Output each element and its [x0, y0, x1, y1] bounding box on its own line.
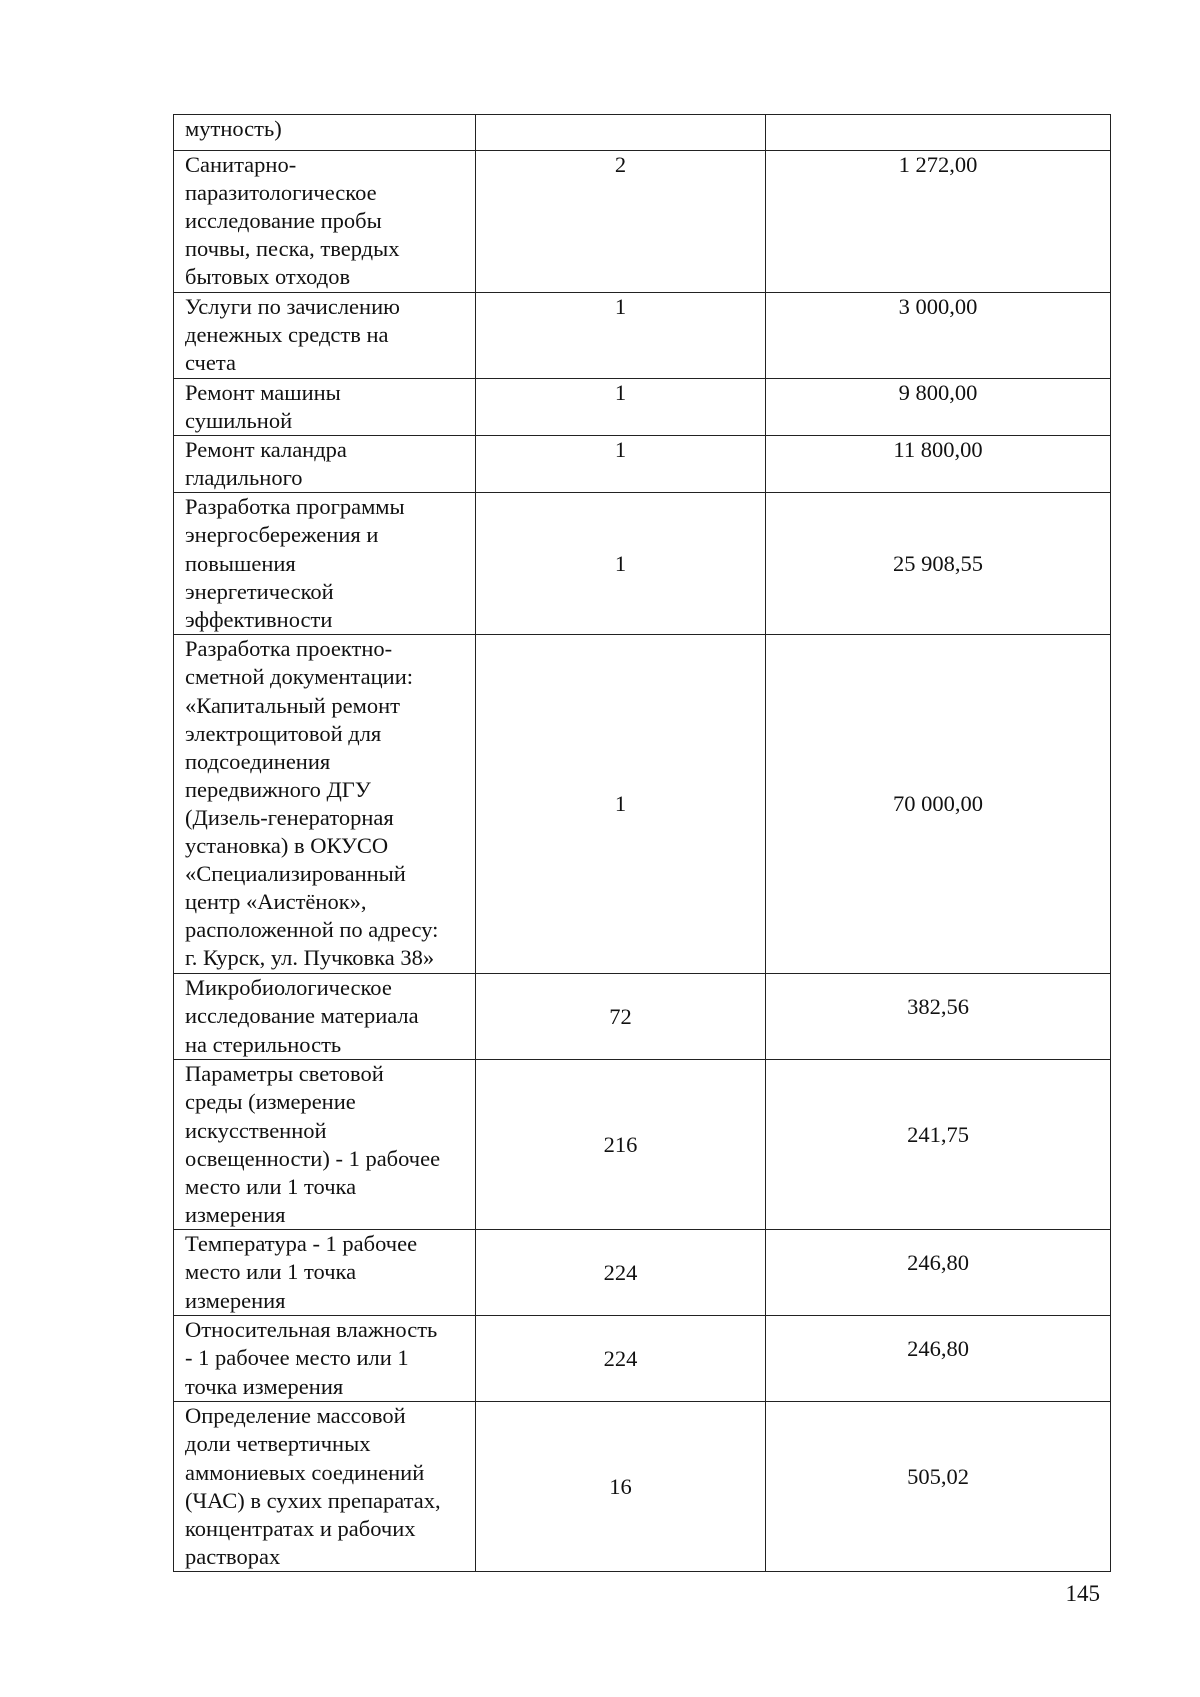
quantity-cell: 1 — [476, 293, 766, 379]
price-value: 505,02 — [907, 1463, 969, 1489]
table-row — [174, 379, 1111, 436]
service-name-cell: Разработка программы энергосбережения и повышения энергетической эффективности — [174, 493, 476, 635]
service-name-cell: Микробиологическое исследование материала на стерильность — [174, 974, 476, 1060]
price-cell: 3 000,00 — [766, 293, 1111, 379]
table-row — [174, 293, 1111, 379]
table-row — [174, 151, 1111, 293]
quantity-cell: 224 — [476, 1230, 766, 1316]
quantity-cell: 1 — [476, 493, 766, 635]
price-cell — [766, 1402, 1111, 1572]
quantity-cell: 1 — [476, 379, 766, 436]
quantity-cell: 216 — [476, 1060, 766, 1230]
quantity-cell: 224 — [476, 1316, 766, 1402]
table-row — [174, 436, 1111, 493]
table-row — [174, 493, 1111, 635]
table-row — [174, 974, 1111, 1060]
services-table — [173, 114, 1111, 1572]
table-row — [174, 1316, 1111, 1402]
service-name-cell: Относительная влажность - 1 рабочее место или 1 точка измерения — [174, 1316, 476, 1402]
service-name-cell: Ремонт каландра гладильного — [174, 436, 476, 493]
table-row — [174, 635, 1111, 974]
price-cell — [766, 115, 1111, 151]
table-row — [174, 1060, 1111, 1230]
quantity-cell: 1 — [476, 436, 766, 493]
page-number: 145 — [1065, 1581, 1100, 1606]
service-name-cell: Ремонт машины сушильной — [174, 379, 476, 436]
quantity-cell — [476, 115, 766, 151]
price-value: 241,75 — [907, 1121, 969, 1147]
price-cell — [766, 974, 1111, 1060]
price-cell — [766, 1316, 1111, 1402]
table-row — [174, 1230, 1111, 1316]
price-cell: 70 000,00 — [766, 635, 1111, 974]
table-row — [174, 115, 1111, 151]
price-cell — [766, 1060, 1111, 1230]
service-name-cell: Разработка проектно- сметной документации: «Капитальный ремонт электрощитовой для подсоединения передвижного ДГУ (Дизель-генераторная установка) в ОКУСО «Специализированный центр «Аистёнок», расположенной по адресу: г. Курск, ул. Пучковка 38» — [174, 635, 476, 974]
service-name-cell: Услуги по зачислению денежных средств на счета — [174, 293, 476, 379]
price-value: 246,80 — [907, 1335, 969, 1361]
quantity-cell: 16 — [476, 1402, 766, 1572]
service-name-cell: Параметры световой среды (измерение искусственной освещенности) - 1 рабочее место или 1 точка измерения — [174, 1060, 476, 1230]
price-cell: 11 800,00 — [766, 436, 1111, 493]
service-name-cell: мутность) — [174, 115, 476, 151]
service-name-cell: Температура - 1 рабочее место или 1 точка измерения — [174, 1230, 476, 1316]
service-name-cell: Определение массовой доли четвертичных аммониевых соединений (ЧАС) в сухих препаратах, концентратах и рабочих растворах — [174, 1402, 476, 1572]
quantity-cell: 2 — [476, 151, 766, 293]
price-cell: 9 800,00 — [766, 379, 1111, 436]
service-name-cell: Санитарно- паразитологическое исследование пробы почвы, песка, твердых бытовых отходов — [174, 151, 476, 293]
quantity-cell: 72 — [476, 974, 766, 1060]
price-value: 382,56 — [907, 993, 969, 1019]
quantity-cell: 1 — [476, 635, 766, 974]
price-cell: 25 908,55 — [766, 493, 1111, 635]
price-value: 246,80 — [907, 1249, 969, 1275]
price-cell: 1 272,00 — [766, 151, 1111, 293]
table-row — [174, 1402, 1111, 1572]
price-cell — [766, 1230, 1111, 1316]
